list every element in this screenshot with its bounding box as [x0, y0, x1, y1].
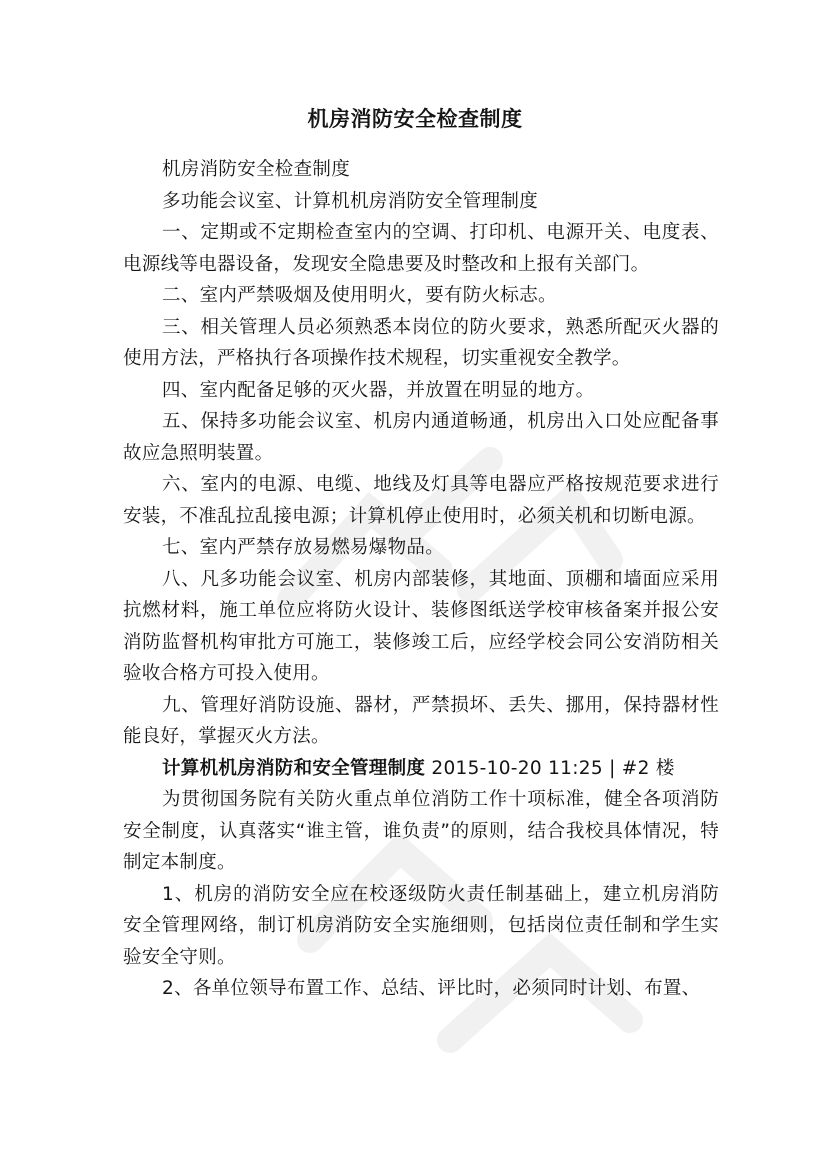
- paragraph: 四、室内配备足够的灭火器，并放置在明显的地方。: [162, 379, 595, 401]
- paragraph: 八、凡多功能会议室、机房内部装修，其地面、顶棚和墙面应采用抗燃材料，施工单位应将防火设计、装修图纸送学校审核备案并报公安消防监督机构审批方可施工，装修竣工后，应经学校会同公安消防相关验收合格方可投入使用。: [123, 568, 719, 684]
- paragraph: 为贯彻国务院有关防火重点单位消防工作十项标准，健全各项消防安全制度，认真落实“谁主管，谁负责”的原则，结合我校具体情况，特制定本制度。: [123, 789, 719, 873]
- post-heading-title: 计算机机房消防和安全管理制度: [162, 757, 426, 779]
- paragraph: 二、室内严禁吸烟及使用明火，要有防火标志。: [162, 285, 557, 306]
- document-title: 机房消防安全检查制度: [307, 107, 523, 131]
- paragraph: 多功能会议室、计算机机房消防安全管理制度: [162, 190, 539, 212]
- post-heading-meta: 2015-10-20 11:25 | #2 楼: [425, 757, 675, 779]
- document-body: [123, 154, 719, 1005]
- paragraph: 五、保持多功能会议室、机房内通道畅通，机房出入口处应配备事故应急照明装置。: [123, 411, 719, 464]
- paragraph: 2、各单位领导布置工作、总结、评比时，必须同时计划、布置、: [162, 978, 701, 999]
- paragraph: 六、室内的电源、电缆、地线及灯具等电器应严格按规范要求进行安装，不准乱拉乱接电源；计算机停止使用时，必须关机和切断电源。: [123, 474, 719, 527]
- post-heading: [123, 753, 719, 785]
- paragraph: 1、机房的消防安全应在校逐级防火责任制基础上，建立机房消防安全管理网络，制订机房消防安全实施细则，包括岗位责任制和学生实验安全守则。: [123, 883, 719, 968]
- paragraph: 机房消防安全检查制度: [162, 159, 351, 180]
- paragraph: 一、定期或不定期检查室内的空调、打印机、电源开关、电度表、电源线等电器设备，发现安全隐患要及时整改和上报有关部门。: [123, 222, 719, 275]
- paragraph: 三、相关管理人员必须熟悉本岗位的防火要求，熟悉所配灭火器的使用方法，严格执行各项操作技术规程，切实重视安全教学。: [123, 316, 719, 369]
- paragraph: 七、室内严禁存放易燃易爆物品。: [162, 537, 445, 558]
- paragraph: 九、管理好消防设施、器材，严禁损坏、丢失、挪用，保持器材性能良好，掌握灭火方法。: [123, 694, 719, 747]
